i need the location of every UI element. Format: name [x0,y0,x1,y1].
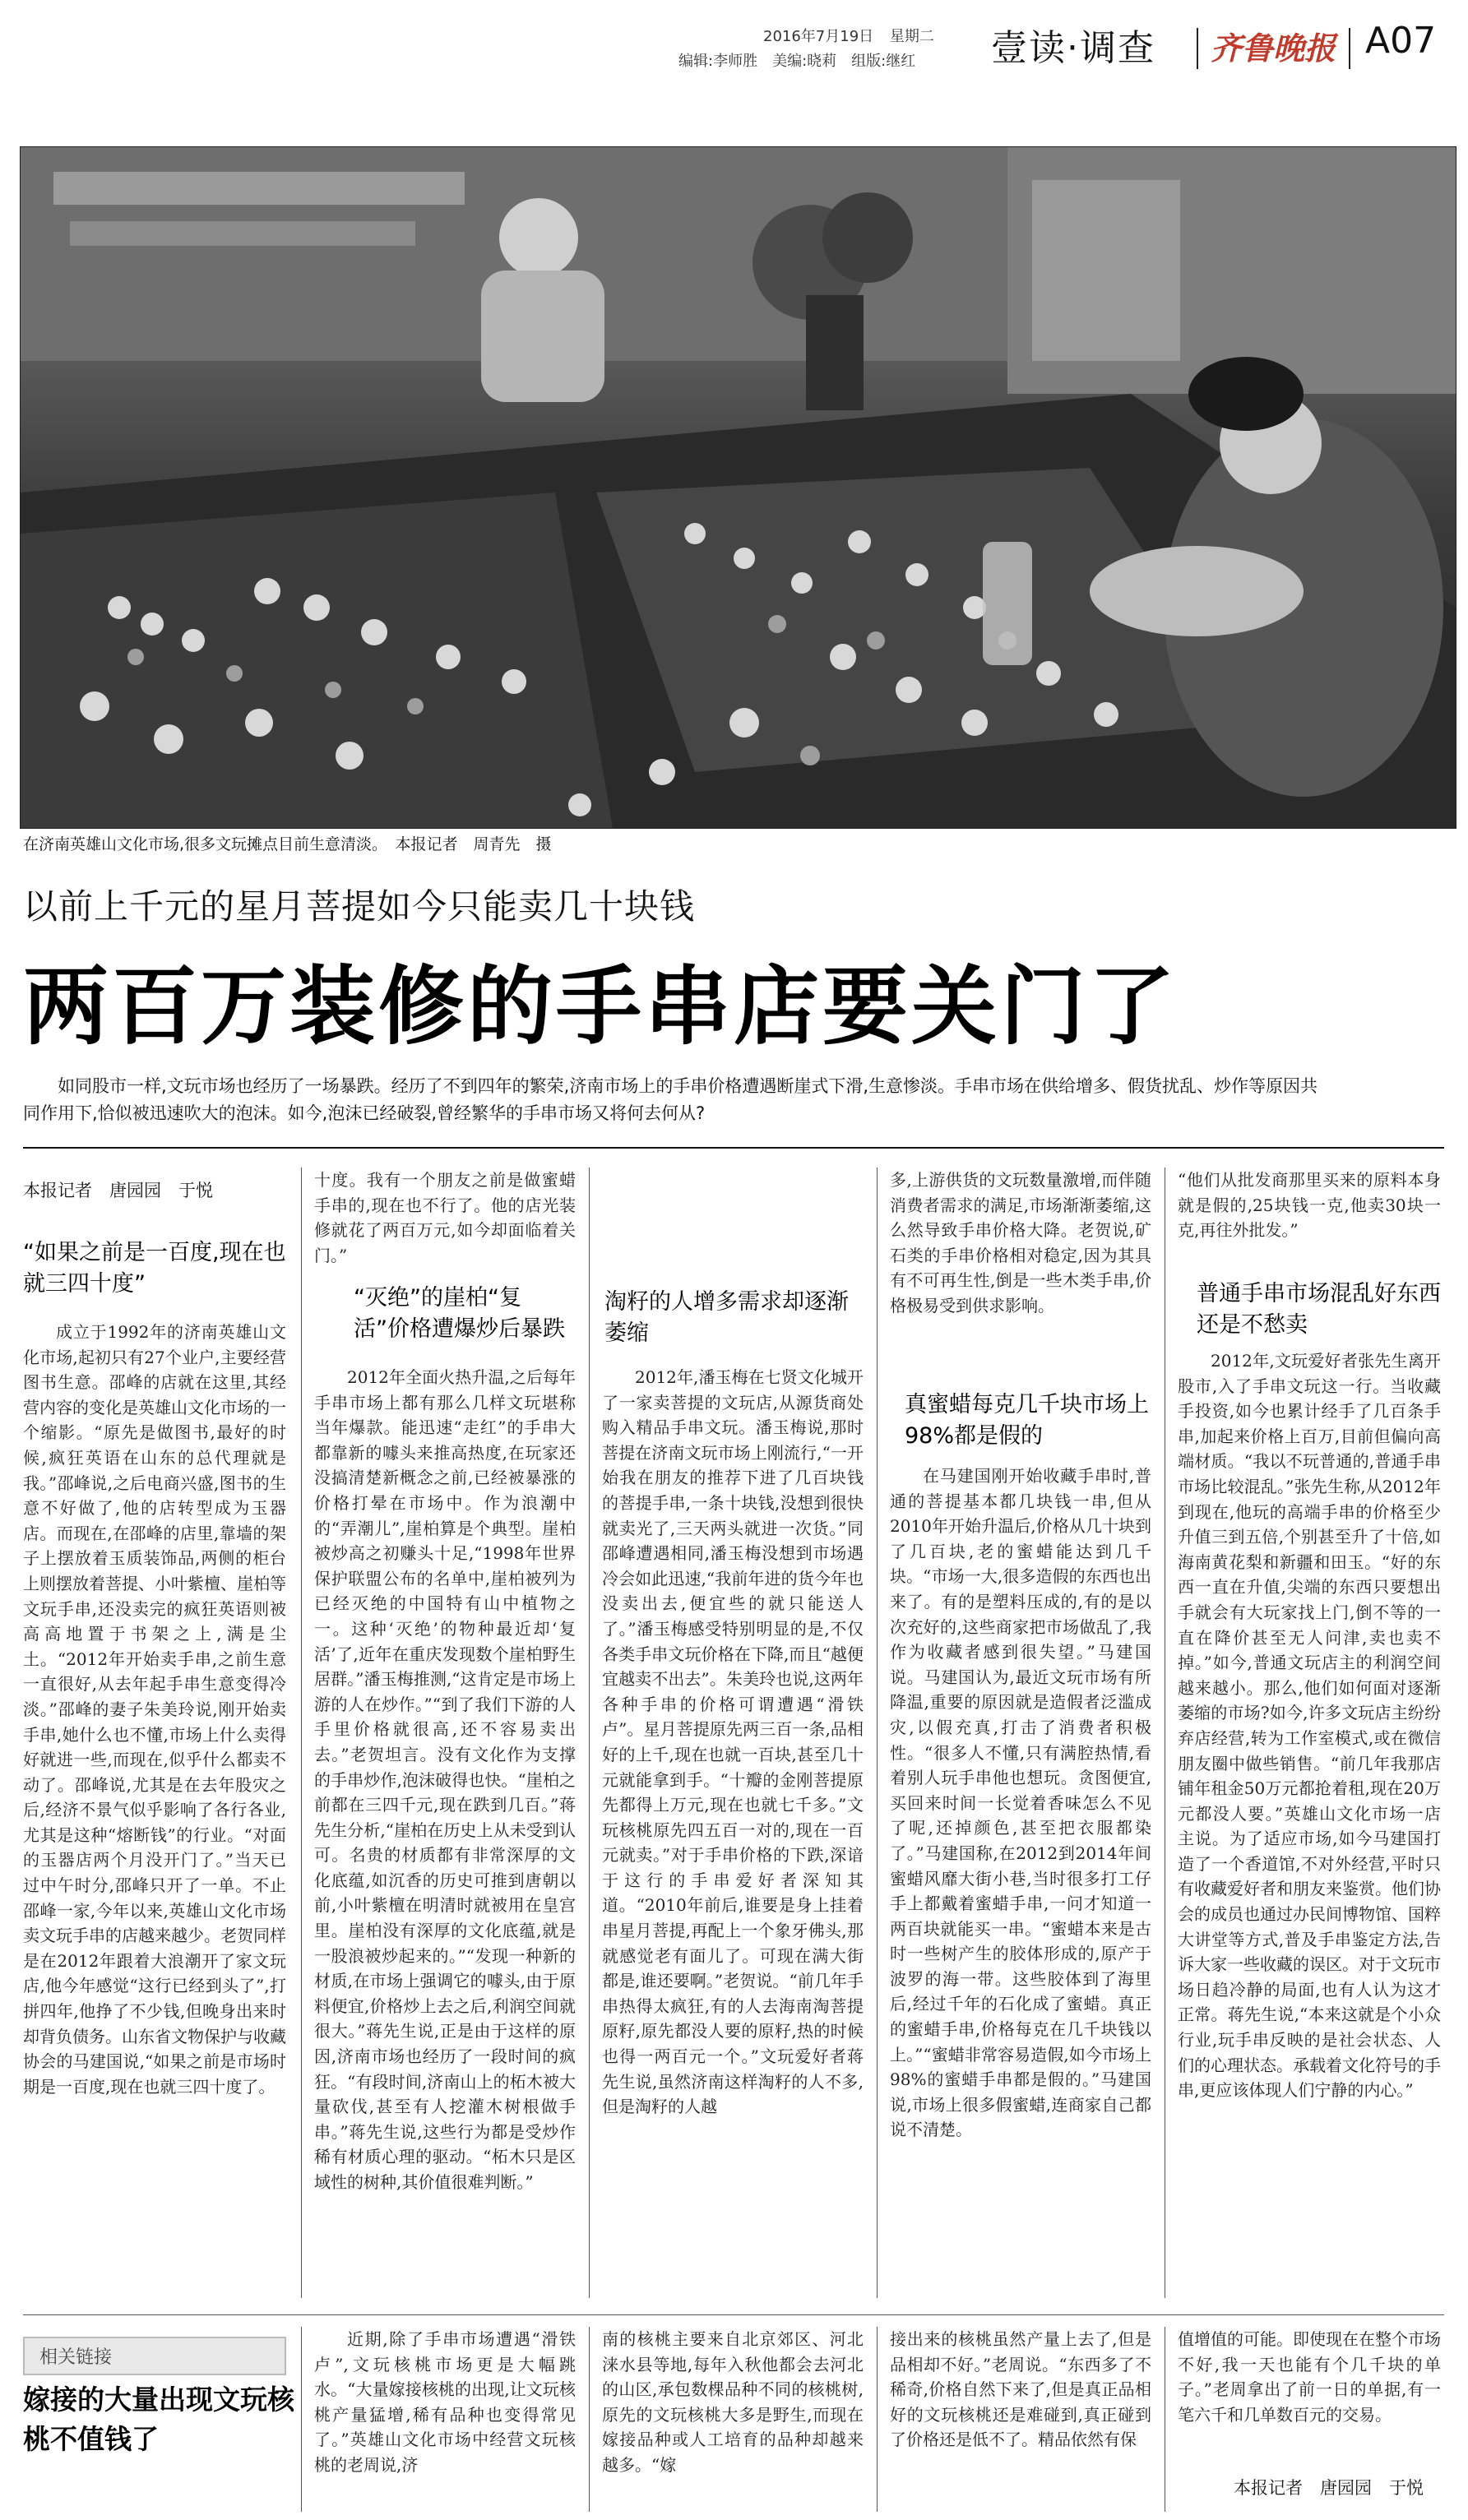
related-byline: 本报记者 唐园园 于悦 [1234,2478,1424,2498]
header-divider [1197,28,1198,69]
section-heading: “灭绝”的崖柏“复活”价格遭爆炒后暴跌 [354,1285,565,1342]
editor-credits: 编辑:李师胜 美编:晓莉 组版:继红 [678,53,916,70]
related-column-1 [314,2327,576,2508]
body-text: “他们从批发商那里买来的原料本身就是假的,25块钱一克,他卖30块一克,再往外批发。” [1178,1170,1441,1241]
section-heading: 普通手串市场混乱好东西还是不愁卖 [1197,1281,1441,1338]
column-5 [1178,1348,1441,2298]
column-divider [589,2327,590,2512]
column-2 [314,1365,576,2298]
column-divider [589,1168,590,2298]
column-divider [877,2327,878,2512]
bottom-rule [23,2314,1444,2315]
page-number: A07 [1365,20,1437,62]
body-text: 成立于1992年的济南英雄山文化市场,起初只有27个业户,主要经营图书生意。邵峰的店就在这里,其经营内容的变化是英雄山文化市场的一个缩影。“原先是做图书,最好的时候,疯狂英语在山东的总代理就是我。”邵峰说,之后电商兴盛,图书的生意不好做了,他的店转型成为玉器店。而现在,在邵峰的店里,靠墙的架子上摆放着玉质装饰品,两侧的柜台上则摆放着菩提、小叶紫檀、崖柏等文玩手串,还没卖完的疯狂英语则被高高地置于书架之上,满是尘土。“2012年开始卖手串,之前生意一直很好,从去年起手串生意变得冷淡。”邵峰的妻子朱美玲说,刚开始卖手串,她什么也不懂,市场上什么卖得好就进一些,而现在,似乎什么都卖不动了。邵峰说,尤其是在去年股灾之后,经济不景气似乎影响了各行各业,尤其是这种“熔断钱”的行业。“对面的玉器店两个月没开门了。”当天已过中午时分,邵峰只开了一单。不止邵峰一家,今年以来,英雄山文化市场卖文玩手串的店越来越少。老贺同样是在2012年跟着大浪潮开了家文玩店,他今年感觉“这行已经到头了”,打拼四年,他挣了不少钱,但晚身出来时却背负债务。山东省文物保护与收藏协会的马建国说,“如果之前是市场时期是一百度,现在也就三四十度了。 [23,1322,286,2097]
column-4-top [890,1168,1151,1389]
market-stall-illustration [21,147,1456,828]
weekday: 星期二 [889,28,934,45]
issue-date [763,25,934,46]
column-1 [23,1320,286,2298]
section-heading: “如果之前是一百度,现在也就三四十度” [23,1240,286,1297]
column-3 [602,1365,864,2298]
market-photo [20,146,1456,829]
column-divider [301,2327,302,2512]
column-5-top [1178,1168,1441,1250]
related-link-title: 嫁接的大量出现文玩核桃不值钱了 [23,2384,294,2455]
section-heading: 淘籽的人增多需求却逐渐萎缩 [604,1289,849,1346]
body-text: 接出来的核桃虽然产量上去了,但是品相却不好。”老周说。“东西多了不稀奇,价格自然下来了,但是真正品相好的文玩核桃还是难碰到,真正碰到了价格还是低不了。精品依然有保 [890,2329,1151,2450]
body-text: 在马建国刚开始收藏手串时,普通的菩提基本都几块钱一串,但从2010年开始升温后,价格从几十块到了几百块,老的蜜蜡能达到几千块。“市场一大,很多造假的东西也出来了。有的是塑料压成的,有的是以次充好的,这些商家把市场做乱了,我作为收藏者感到很失望。”马建国说。马建国认为,最近文玩市场有所降温,重要的原因就是造假者泛滥成灾,以假充真,打击了消费者积极性。“很多人不懂,只有满腔热情,看着别人玩手串他也想玩。贪图便宜,买回来时间一长觉着香味怎么不见了呢,还掉颜色,甚至把衣服都染了。”马建国称,在2012到2014年间蜜蜡风靡大街小巷,当时很多打工仔手上都戴着蜜蜡手串,一问才知道一两百块就能买一串。“蜜蜡本来是古时一些树产生的胶体形成的,原产于波罗的海一带。这些胶体到了海里后,经过千年的石化成了蜜蜡。真正的蜜蜡手串,价格每克在几千块钱以上。”“蜜蜡非常容易造假,如今市场上98%的蜜蜡手串都是假的。”马建国说,市场上很多假蜜蜡,连商家自己都说不清楚。 [890,1466,1151,2140]
date: 2016年7月19日 [763,28,874,45]
body-text: 值增值的可能。即使现在在整个市场不好,我一天也能有个几千块的单子。”老周拿出了前一日的单据,有一笔六千和几单数百元的交易。 [1178,2329,1441,2425]
column-divider [877,1168,878,2298]
lead-paragraph: 如同股市一样,文玩市场也经历了一场暴跌。经历了不到四年的繁荣,济南市场上的手串价格遭遇断崖式下滑,生意惨淡。手串市场在供给增多、假货扰乱、炒作等原因共同作用下,恰似被迅速吹大的泡沫。如今,泡沫已经破裂,曾经繁华的手串市场又将何去何从? [23,1076,1318,1123]
body-text: 2012年全面火热升温,之后每年手串市场上都有那么几样文玩堪称当年爆款。能迅速“走红”的手串大都靠新的噱头来推高热度,在玩家还没搞清楚新概念之前,已经被暴涨的价格打晕在市场中。作为浪潮中的“弄潮儿”,崖柏算是个典型。崖柏被炒高之初赚头十足,“1998年世界保护联盟公布的名单中,崖柏被列为已经灭绝的中国特有山中植物之一。这种‘灭绝’的物种最近却‘复活’了,近年在重庆发现数个崖柏野生居群。”潘玉梅推测,“这肯定是市场上游的人在炒作。”“到了我们下游的人手里价格就很高,还不容易卖出去。”老贺坦言。没有文化作为支撑的手串炒作,泡沫破得也快。“崖柏之前都在三四千元,现在跌到几百。”蒋先生分析,“崖柏在历史上从未受到认可。名贵的材质都有非常深厚的文化底蕴,如沉香的历史可推到唐朝以前,小叶紫檀在明清时就被用在皇宫里。崖柏没有深厚的文化底蕴,就是一股浪被炒起来的。”“发现一种新的材质,在市场上强调它的噱头,由于原料便宜,价格炒上去之后,利润空间就很大。”蒋先生说,正是由于这样的原因,济南市场也经历了一段时间的疯狂。“有段时间,济南山上的柘木被大量砍伐,甚至有人挖灌木树根做手串。”蒋先生说,这些行为都是受炒作稀有材质心理的驱动。“柘木只是区域性的树种,其价值很难判断。” [314,1367,576,2192]
body-text: 2012年,文玩爱好者张先生离开股市,入了手串文玩这一行。当收藏手投资,如今也累计经手了几百条手串,加起来价格上百万,目前但偏向高端材质。“我以不玩普通的,普通手串市场比较混乱。”张先生称,从2012年到现在,他玩的高端手串的价格至少升值三到五倍,个别甚至升了十倍,如海南黄花梨和新疆和田玉。“好的东西一直在升值,尖端的东西只要想出手就会有大玩家找上门,倒不等的一直在降价甚至无人问津,卖也卖不掉。”如今,普通文玩店主的利润空间越来越小。那么,他们如何面对逐渐萎缩的市场?如今,许多文玩店主纷纷弃店经营,转为工作室模式,或在微信朋友圈中做些销售。“前几年我那店铺年租金50万元都抢着租,现在20万元都没人要。”英雄山文化市场一店主说。为了适应市场,如今马建国打造了一个香道馆,不对外经营,平时只有收藏爱好者和朋友来鉴赏。他们协会的成员也通过办民间博物馆、国粹大讲堂等方式,普及手串鉴定方法,告诉大家一些收藏的误区。对于文玩市场日趋冷静的局面,也有人认为这才正常。蒋先生说,“本来这就是个小众行业,玩手串反映的是社会状态、人们的心理状态。承载着文化符号的手串,更应该体现人们宁静的内心。” [1178,1351,1441,2101]
body-text: 2012年,潘玉梅在七贤文化城开了一家卖菩提的文玩店,从源货商处购入精品手串文玩。潘玉梅说,那时菩提在济南文玩市场上刚流行,“一开始我在朋友的推荐下进了几百块钱的菩提手串,一条十块钱,没想到很快就卖光了,三天两头就进一次货。”同邵峰遭遇相同,潘玉梅没想到市场遇冷会如此迅速,“我前年进的货今年也没卖出去,便宜些的就只能送人了。”潘玉梅感受特别明显的是,不仅各类手串文玩价格在下降,而且“越便宜越卖不出去”。朱美玲也说,这两年各种手串的价格可谓遭遇“滑铁卢”。星月菩提原先两三百一条,品相好的上千,现在也就一百块,甚至几十元就能拿到手。“十瓣的金刚菩提原先都得上万元,现在也就七千多。”文玩核桃原先四五百一对的,现在一百元就卖。”对于手串价格的下跌,深谙于这行的手串爱好者深知其道。“2010年前后,谁要是身上挂着串星月菩提,再配上一个象牙佛头,那就感觉老有面儿了。可现在满大街都是,谁还要啊。”老贺说。“前几年手串热得太疯狂,有的人去海南淘菩提原籽,原先都没人要的原籽,热的时候也得一两百元一个。”文玩爱好者蒋先生说,虽然济南这样淘籽的人不多,但是淘籽的人越 [602,1367,864,2117]
body-text: 近期,除了手串市场遭遇“滑铁卢”,文玩核桃市场更是大幅跳水。“大量嫁接核桃的出现,让文玩核桃产量猛增,稀有品种也变得常见了。”英雄山文化市场中经营文玩核桃的老周说,济 [314,2329,576,2475]
related-column-2 [602,2327,864,2508]
header-divider [1349,28,1350,69]
related-link-label: 相关链接 [23,2337,286,2375]
related-column-4 [1178,2327,1441,2458]
lead-rule [23,1147,1444,1149]
column-divider [301,1168,302,2298]
subheadline: 以前上千元的星月菩提如今只能卖几十块钱 [23,886,696,927]
section-heading: 真蜜蜡每克几千块市场上98%都是假的 [905,1392,1149,1449]
byline: 本报记者 唐园园 于悦 [23,1181,213,1200]
column-4 [890,1463,1151,2298]
newspaper-logo: 齐鲁晚报 [1211,30,1336,67]
body-text: 多,上游供货的文玩数量激增,而伴随消费者需求的满足,市场渐渐萎缩,这么然导致手串价格大降。老贺说,矿石类的手串价格相对稳定,因为其具有不可再生性,倒是一些木类手串,价格极易受到供求影响。 [890,1170,1151,1315]
related-column-3 [890,2327,1151,2508]
body-text: 南的核桃主要来自北京郊区、河北涞水县等地,每年入秋他都会去河北的山区,承包数棵品种不同的核桃树,原先的文玩核桃大多是野生,而现在嫁接品种或人工培育的品种却越来越多。“嫁 [602,2329,864,2475]
photo-caption: 在济南英雄山文化市场,很多文玩摊点目前生意清淡。 本报记者 周青先 摄 [23,835,552,853]
headline: 两百万装修的手串店要关门了 [23,956,1179,1057]
section-title: 壹读·调查 [991,27,1155,69]
column-2-top [314,1168,576,1266]
body-text: 十度。我有一个朋友之前是做蜜蜡手串的,现在也不行了。他的店光装修就花了两百万元,如今却面临着关门。” [314,1170,576,1265]
